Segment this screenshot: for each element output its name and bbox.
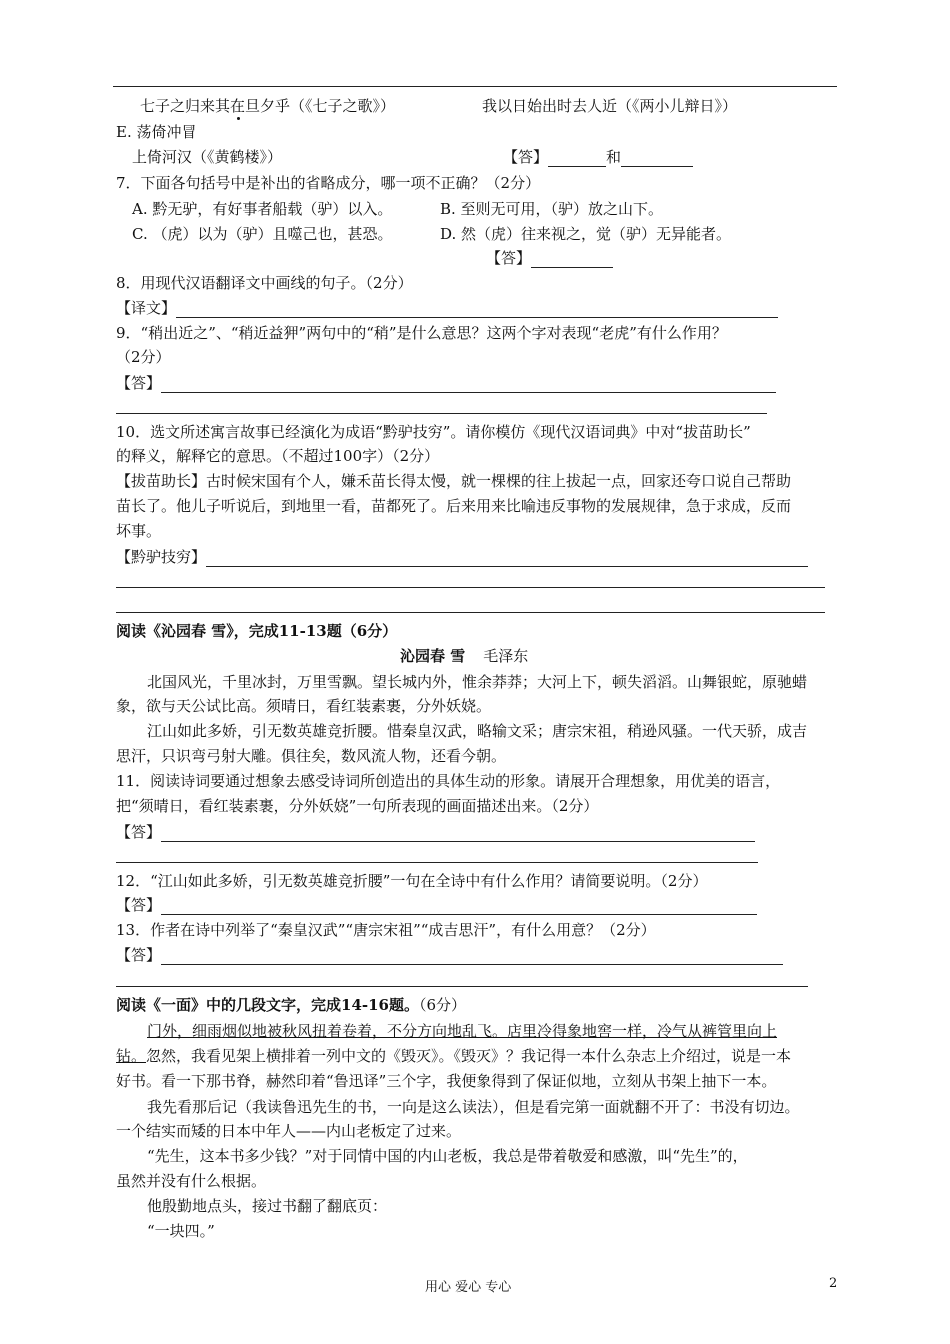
answer-label: 【答】 (486, 249, 532, 267)
q10-stem-tail: 的释义，解释它的意思。（不超过100字）（2分） (116, 447, 440, 465)
face-p1-line1: 门外，细雨烟似地被秋风扭着卷着，不分方向地乱飞。店里冷得象地窖一样，冷气从裤管里向上 (147, 1022, 778, 1040)
q10-answer (116, 547, 808, 567)
face-p5: “一块四。” (147, 1222, 215, 1240)
q13-answer-blank[interactable] (161, 949, 783, 965)
q10-answer-blank[interactable] (206, 551, 808, 567)
q12-answer (116, 895, 757, 915)
footer-motto: 用心 爱心 专心 (425, 1280, 512, 1295)
example-line-1 (140, 96, 395, 116)
q9-answer-line-2[interactable] (116, 413, 767, 414)
q10-stem: 10．选文所述寓言故事已经演化为成语“黔驴技穷”。请你模仿《现代汉语词典》中对“拔苗助长” (116, 423, 751, 441)
q11-answer-blank[interactable] (161, 826, 755, 842)
q10-example-1: 【拔苗助长】古时候宋国有个人，嫌禾苗长得太慢，就一棵棵的往上拔起一点，回家还夸口说自己帮助 (116, 472, 792, 490)
poem-p2-line1: 江山如此多娇，引无数英雄竞折腰。惜秦皇汉武，略输文采；唐宗宋祖，稍逊风骚。一代天骄，成吉 (147, 722, 808, 740)
face-p3-line1: “先生，这本书多少钱？”对于同情中国的内山老板，我总是带着敬爱和感激，叫“先生”的， (147, 1147, 748, 1165)
q7-option-d: D. 然（虎）往来视之，觉（驴）无异能者。 (440, 225, 732, 243)
q8-answer-blank[interactable] (176, 302, 778, 318)
poem-p1-line2: 象，欲与天公试比高。须晴日，看红装素裹，分外妖娆。 (116, 697, 492, 715)
reading-snow-heading: 阅读《沁园春 雪》，完成11-13题（6分） (116, 622, 398, 640)
q8-stem: 8．用现代汉语翻译文中画线的句子。（2分） (116, 274, 413, 292)
q10-example-3: 坏事。 (116, 522, 162, 540)
answer-label: 【译文】 (116, 299, 177, 317)
poem-title-line (400, 646, 528, 666)
q13-answer (116, 945, 783, 965)
q13-answer-line-2[interactable] (116, 986, 808, 987)
q11-stem-2: 把“须晴日，看红装素裹，分外妖娆”一句所表现的画面描述出来。（2分） (116, 797, 599, 815)
q7-answer-blank[interactable] (531, 252, 613, 268)
face-p2-line2: 一个结实而矮的日本中年人——内山老板定了过来。 (116, 1122, 462, 1140)
q10-answer-line-2[interactable] (116, 587, 825, 588)
top-rule (113, 86, 837, 87)
q9-stem-tail: （2分） (116, 348, 171, 366)
q7-stem: 7．下面各句括号中是补出的省略成分，哪一项不正确？（2分） (116, 174, 541, 192)
answer-label: 【黔驴技穷】 (116, 548, 207, 566)
answer-blank-1[interactable] (548, 151, 606, 167)
answer-label: 【答】 (116, 374, 162, 392)
q11-stem-1: 11．阅读诗词要通过想象去感受诗词所创造出的具体生动的形象。请展开合理想象，用优美的语言， (116, 772, 781, 790)
q12-answer-blank[interactable] (161, 899, 757, 915)
q9-stem: 9．“稍出近之”、“稍近益狎”两句中的“稍”是什么意思？这两个字对表现“老虎”有什么作用？ (116, 324, 727, 342)
answer-blank-top (503, 147, 693, 167)
q7-option-b: B. 至则无可用，（驴）放之山下。 (440, 200, 664, 218)
poem-p2-line2: 思汗，只识弯弓射大雕。俱往矣，数风流人物，还看今朝。 (116, 747, 507, 765)
q10-answer-line-3[interactable] (116, 612, 825, 613)
poem-quote-left: 七子之归来其 (140, 97, 231, 115)
underlined-sentence-end: 钻。 (116, 1047, 147, 1065)
answer-label: 【答】 (116, 896, 162, 914)
option-e-label: E. 荡倚冲冒 (116, 123, 197, 141)
face-p1-line2 (116, 1046, 791, 1066)
face-p1-line2-rest: 忽然，我看见架上横排着一列中文的《毁灭》。《毁灭》？我记得一本什么杂志上介绍过，说是一本 (146, 1047, 792, 1065)
answer-and: 和 (606, 148, 622, 166)
q12-stem: 12．“江山如此多娇，引无数英雄竞折腰”一句在全诗中有什么作用？请简要说明。（2分） (116, 872, 708, 890)
face-p4: 他殷勤地点头，接过书翻了翻底页： (147, 1197, 388, 1215)
reading-face-score: （6分） (418, 996, 467, 1014)
face-p3-line2: 虽然并没有什么根据。 (116, 1172, 267, 1190)
answer-blank-2[interactable] (621, 151, 693, 167)
reading-face-heading (116, 995, 466, 1015)
q10-example-2: 苗长了。他儿子听说后，到地里一看，苗都死了。后来用来比喻违反事物的发展规律，急于求成，反而 (116, 497, 792, 515)
q11-answer (116, 822, 755, 842)
face-p2-line1: 我先看那后记（我读鲁迅先生的书，一向是这么读法），但是看完第一面就翻不开了：书没有切边。 (147, 1098, 800, 1116)
page-number: 2 (829, 1276, 838, 1291)
answer-label: 【答】 (116, 946, 162, 964)
poem-quote-right: 我以日始出时去人近（《两小儿辩日》） (482, 97, 738, 115)
option-e-quote: 上倚河汉（《黄鹤楼》） (132, 148, 283, 166)
q11-answer-line-2[interactable] (116, 862, 758, 863)
reading-face-title: 阅读《一面》中的几段文字，完成14-16题。 (116, 996, 419, 1014)
q8-answer (116, 298, 778, 318)
q9-answer-blank[interactable] (161, 377, 776, 393)
q7-option-c: C. （虎）以为（驴）且噬己也，甚恐。 (132, 225, 393, 243)
q13-stem: 13．作者在诗中列举了“秦皇汉武”“唐宗宋祖”“成吉思汗”，有什么用意？（2分） (116, 921, 656, 939)
q7-option-a: A. 黔无驴，有好事者船载（驴）以入。 (132, 200, 393, 218)
poem-author: 毛泽东 (483, 647, 529, 665)
face-p1-line3: 好书。看一下那书脊，赫然印着“鲁迅译”三个字，我便象得到了保证似地，立刻从书架上抽下一本。 (116, 1072, 777, 1090)
poem-title: 沁园春 雪 (400, 647, 466, 665)
answer-label: 【答】 (503, 148, 549, 166)
answer-label: 【答】 (116, 823, 162, 841)
q9-answer (116, 373, 776, 393)
dotted-char: 在 (230, 97, 246, 115)
poem-quote-left-tail: 旦夕乎（《七子之歌》） (245, 97, 396, 115)
poem-p1-line1: 北国风光，千里冰封，万里雪飘。望长城内外，惟余莽莽；大河上下，顿失滔滔。山舞银蛇，原驰蜡 (147, 673, 808, 691)
q7-answer (486, 248, 613, 268)
